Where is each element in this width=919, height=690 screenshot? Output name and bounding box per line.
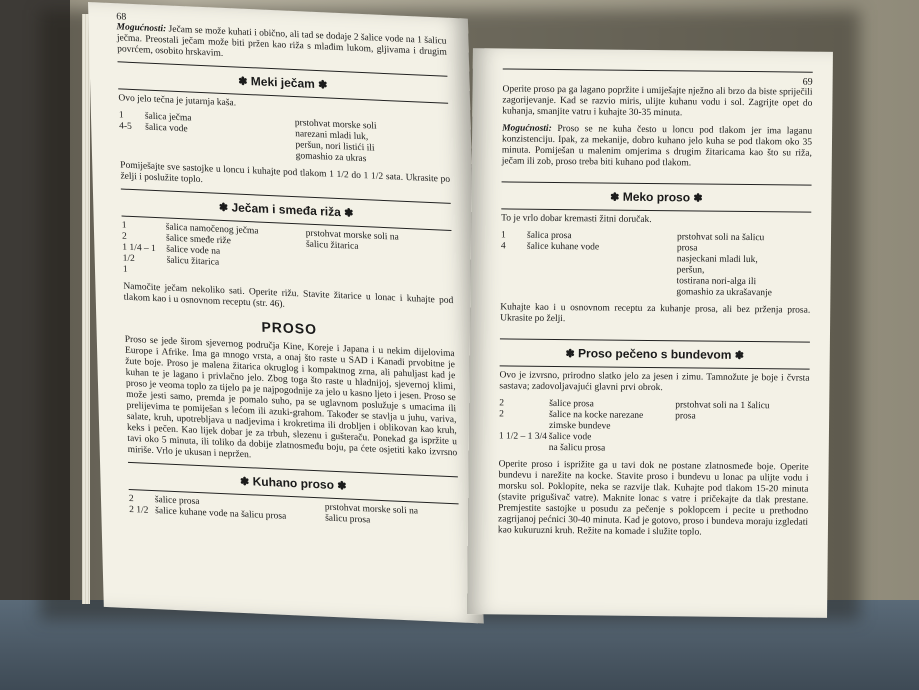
ingredient-items: šalica namočenog ječma šalice smeđe riže šalice vode na šalicu žitarica bbox=[165, 222, 259, 268]
recipe-intro: Ovo je izvrsno, prirodno slatko jelo za jesen i zimu. Tamnožute je boje i čvrsta sastava; zadovoljavajući glavni prvi obrok. bbox=[499, 370, 810, 394]
ingredient-extras: prstohvat soli na 1 šalicu prosa bbox=[675, 400, 770, 422]
ingredient-list bbox=[129, 494, 459, 530]
ingredient-list bbox=[499, 398, 810, 456]
mogucnosti-paragraph bbox=[502, 123, 812, 170]
right-page bbox=[467, 48, 833, 618]
divider bbox=[503, 68, 813, 72]
recipe-intro: Ovo jelo tečna je jutarnja kaša. bbox=[118, 93, 237, 109]
divider bbox=[501, 208, 811, 212]
ingredient-extras: prstohvat morske soli na šalicu žitarica bbox=[305, 228, 399, 252]
recipe-title: ✽ Kuhano proso ✽ bbox=[239, 474, 347, 493]
mogucnosti-label: Mogućnosti: bbox=[116, 22, 167, 35]
mogucnosti-text: Proso se ne kuha često u loncu pod tlakom jer ima laganu konzistenciju. Ipak, za mekanije, dobro kuhano jelo kuha se pod tlakom oko 35 minuta. Pomiješan u malenim omjerima s drugim žitaricama kao što su riža, ječam ili zob, proso treba biti kuhano pod tlakom. bbox=[501, 124, 813, 169]
recipe-title: ✽ Meko proso ✽ bbox=[610, 189, 703, 205]
divider bbox=[502, 181, 812, 185]
recipe-method: Namočite ječam nekoliko sati. Operite rižu. Stavite žitarice u lonac i kuhajte pod tlakom kao i u osnovnom receptu (str. 46). bbox=[123, 281, 454, 310]
recipe-method: Pomiješajte sve sastojke u loncu i kuhajte pod tlakom 1 1/2 do 1 1/2 sata. Ukrasite po želji i poslužite toplo. bbox=[120, 160, 451, 186]
ingredient-list bbox=[500, 230, 811, 299]
chapter-text: Proso se jede širom sjevernog područja Kine, Koreje i Japana i u nekim dijelovima Europe i Afrike. Ima ga mnogo vrsta, a onaj što raste u SAD i Kanadi prvobitne je žute boje. Proso je malena žitarica okruglog i kompaktnog zrna, ali pahuljast kad je kuhan te je lagano i privlačno jelo. Zbog toga što raste u hladnijoj, sjevernoj klimi, proso je veoma toplo za tijelo pa je najpogodnije za jelo u kasno ljeto i jesen. Proso se može jesti samo, premda je pomalo suho, pa se uglavnom poslužuje s umacima ili prelijevima te pomiješan s lećom ili azuki-grahom. Također se stavlja u juhu, variva, salate, kruh, upotrebljava u nadjevima i krokretima ili drobljen i oblikovan kao kruh, keks i pečen. Kao lijek dobar je za trbuh, slezenu i gušteraču. Ponekad ga ispržite u tavi oko 5 minuta, ili toliko da dobije zlatnosmeđu boju, pa ćete osjetiti kako izvrsno miriše. Vrlo je ukusan i nepržen. bbox=[124, 334, 458, 461]
ingredient-quantities: 2 2 1 1/2 – 1 3/4 bbox=[498, 398, 547, 442]
ingredient-quantities: 2 2 1/2 bbox=[128, 493, 149, 516]
mogucnosti-label: Mogućnosti: bbox=[502, 123, 552, 134]
recipe-title: ✽ Proso pečeno s bundevom ✽ bbox=[565, 346, 745, 362]
recipe-method: Kuhajte kao i u osnovnom receptu za kuhanje prosa, ali bez prženja prosa. Ukrasite po želji. bbox=[500, 302, 811, 325]
ingredient-items: šalica ječma šalica vode bbox=[144, 111, 192, 135]
ingredient-extras: prstohvat morske soli na šalicu prosa bbox=[324, 502, 419, 526]
left-page bbox=[88, 2, 484, 624]
page-number: 68 bbox=[116, 11, 127, 23]
ingredient-items: šalica prosa šalice kuhane vode bbox=[526, 230, 600, 253]
ingredient-items: šalice prosa šalice na kocke narezane zimske bundeve šalice vode na šalicu prosa bbox=[548, 398, 644, 454]
page-stack-edge bbox=[82, 14, 90, 604]
mogucnosti-text: Ječam se može kuhati i obično, ali tad se dodaje 2 šalice vode na 1 šalicu ječma. Preostali ječam može biti pržen kao riža s mlađim lukom, gljivama i drugim povrćem, osobito hrskavim. bbox=[116, 24, 447, 59]
ingredient-quantities: 1 2 1 1/4 – 1 1/2 1 bbox=[121, 220, 157, 275]
recipe-method: Operite proso i isprižite ga u tavi dok ne postane zlatnosmeđe boje. Operite bundevu i narežite na kocke. Stavite proso i bundevu u lonac pa ulijte vodu i morsku sol. Poklopite, neka se razvije tlak. Kuhajte pod tlakom 15-20 minuta (stavite prigušivač vatre). Maknite lonac s vatre i pričekajte da tlak prestane. Premjestite sastojke u posudu za pečenje s poklopcem i pecite u prethodno zagrijanoj pećnici 30-40 minuta. Kad je gotovo, proso i bundeva moraju izgledati kao kukuruzni kruh. Režite na komade i služite toplo. bbox=[497, 459, 809, 538]
recipe-intro: To je vrlo dobar kremasti žitni doručak. bbox=[501, 213, 652, 226]
ingredient-quantities: 1 4 bbox=[500, 230, 506, 252]
recipe-title: ✽ Meki ječam ✽ bbox=[238, 74, 328, 92]
ingredient-list bbox=[119, 110, 450, 168]
ingredient-quantities: 1 4-5 bbox=[118, 110, 133, 132]
divider bbox=[500, 338, 810, 342]
ingredient-extras: prstohvat soli na šalicu prosa nasjeckani mladi luk, peršun, tostirana nori-alga ili gomashio za ukrašavanje bbox=[676, 232, 772, 299]
divider bbox=[500, 365, 810, 369]
recipe-title: ✽ Ječam i smeđa riža ✽ bbox=[218, 200, 354, 220]
ingredient-extras: prstohvat morske soli narezani mladi luk, peršun, nori listići ili gomashio za ukras bbox=[294, 118, 377, 165]
chapter-title: PROSO bbox=[261, 318, 318, 338]
page-number: 69 bbox=[802, 76, 813, 88]
ingredient-items: šalice prosa šalice kuhane vode na šalicu prosa bbox=[154, 495, 287, 522]
ingredient-list bbox=[122, 221, 453, 291]
intro-paragraph: Operite proso pa ga lagano popržite i umiješajte nježno ali brzo da biste spriječili zagorijevanje. Kad se razvio miris, ulijte kuhanu vodu i sol. Zagrijte opet do kuhanja, smanjite vatru i kuhajte 30-35 minuta. bbox=[502, 84, 813, 119]
